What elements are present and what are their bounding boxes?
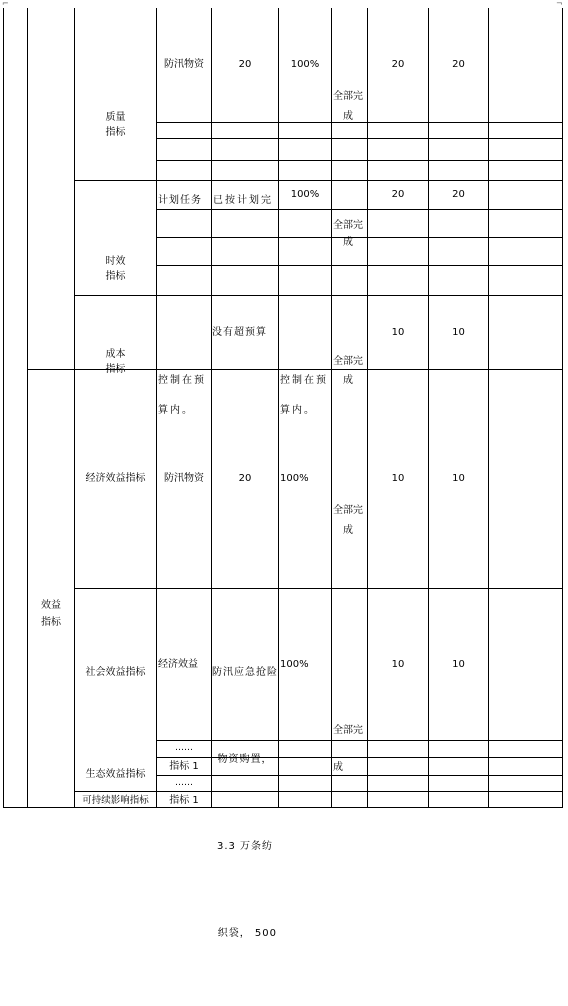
crop-mark: ⌐: [2, 0, 9, 8]
cost-score-2: 10: [452, 327, 465, 338]
time-target: 已按计划完: [213, 195, 273, 206]
cost-actual: 控制在预 算内。: [280, 375, 328, 416]
cost-target: 没有超预算: [212, 327, 267, 338]
economic-item-name: 防汛物资: [164, 473, 204, 484]
eco-benefit-label: 生态效益指标: [85, 769, 146, 780]
social-evaluation: 全部完 成: [333, 725, 363, 773]
cost-item-name: 控制在预 算内。: [158, 375, 206, 416]
grid-line: [27, 8, 28, 808]
social-more-dots: ……: [175, 743, 193, 753]
economic-evaluation: 全部完 成: [333, 505, 363, 536]
social-score-1: 10: [391, 659, 405, 670]
economic-target: 20: [238, 473, 252, 484]
grid-line: [428, 8, 429, 808]
economic-score-1: 10: [391, 473, 405, 484]
cost-score-1: 10: [391, 327, 405, 338]
cost-label: 成本 指标: [105, 349, 126, 375]
grid-line: [74, 180, 563, 181]
quality-evaluation: 全部完 成: [333, 91, 363, 122]
social-benefit-label: 社会效益指标: [85, 667, 146, 678]
time-actual: 100%: [290, 189, 320, 200]
quality-score-2: 20: [452, 59, 465, 70]
benefit-label: 效益 指标: [41, 600, 61, 628]
eco-more-dots: ……: [175, 778, 193, 788]
grid-line: [562, 8, 563, 808]
time-score-1: 20: [391, 189, 405, 200]
sustainability-item: 指标 1: [169, 795, 199, 806]
economic-actual: 100%: [280, 473, 309, 484]
quality-actual: 100%: [290, 59, 320, 70]
time-evaluation: 全部完 成: [333, 220, 363, 248]
quality-item-name: 防汛物资: [164, 59, 204, 70]
grid-line: [3, 8, 4, 808]
time-score-2: 20: [452, 189, 465, 200]
eco-item: 指标 1: [169, 761, 199, 772]
grid-line: [331, 8, 332, 808]
social-item-name: 经济效益: [158, 659, 198, 670]
social-score-2: 10: [452, 659, 465, 670]
grid-line: [367, 8, 368, 808]
social-actual: 100%: [280, 659, 309, 670]
time-item-name: 计划任务: [158, 195, 202, 206]
time-label: 时效 指标: [105, 256, 126, 282]
grid-line: [74, 588, 563, 589]
quality-label: 质量 指标: [105, 112, 126, 138]
economic-score-2: 10: [452, 473, 465, 484]
grid-line: [156, 8, 157, 808]
quality-score-1: 20: [391, 59, 405, 70]
cost-evaluation: 全部完 成: [333, 356, 363, 386]
economic-benefit-label: 经济效益指标: [85, 473, 146, 484]
quality-target: 20: [238, 59, 252, 70]
crop-mark: ¬: [556, 0, 563, 8]
social-target: 防汛应急抢险 物资购置， 3.3 万条纺 织袋， 500: [212, 667, 278, 939]
grid-line: [74, 791, 563, 792]
sustainability-label: 可持续影响指标: [82, 795, 149, 806]
grid-line: [488, 8, 489, 808]
grid-line: [278, 8, 279, 808]
